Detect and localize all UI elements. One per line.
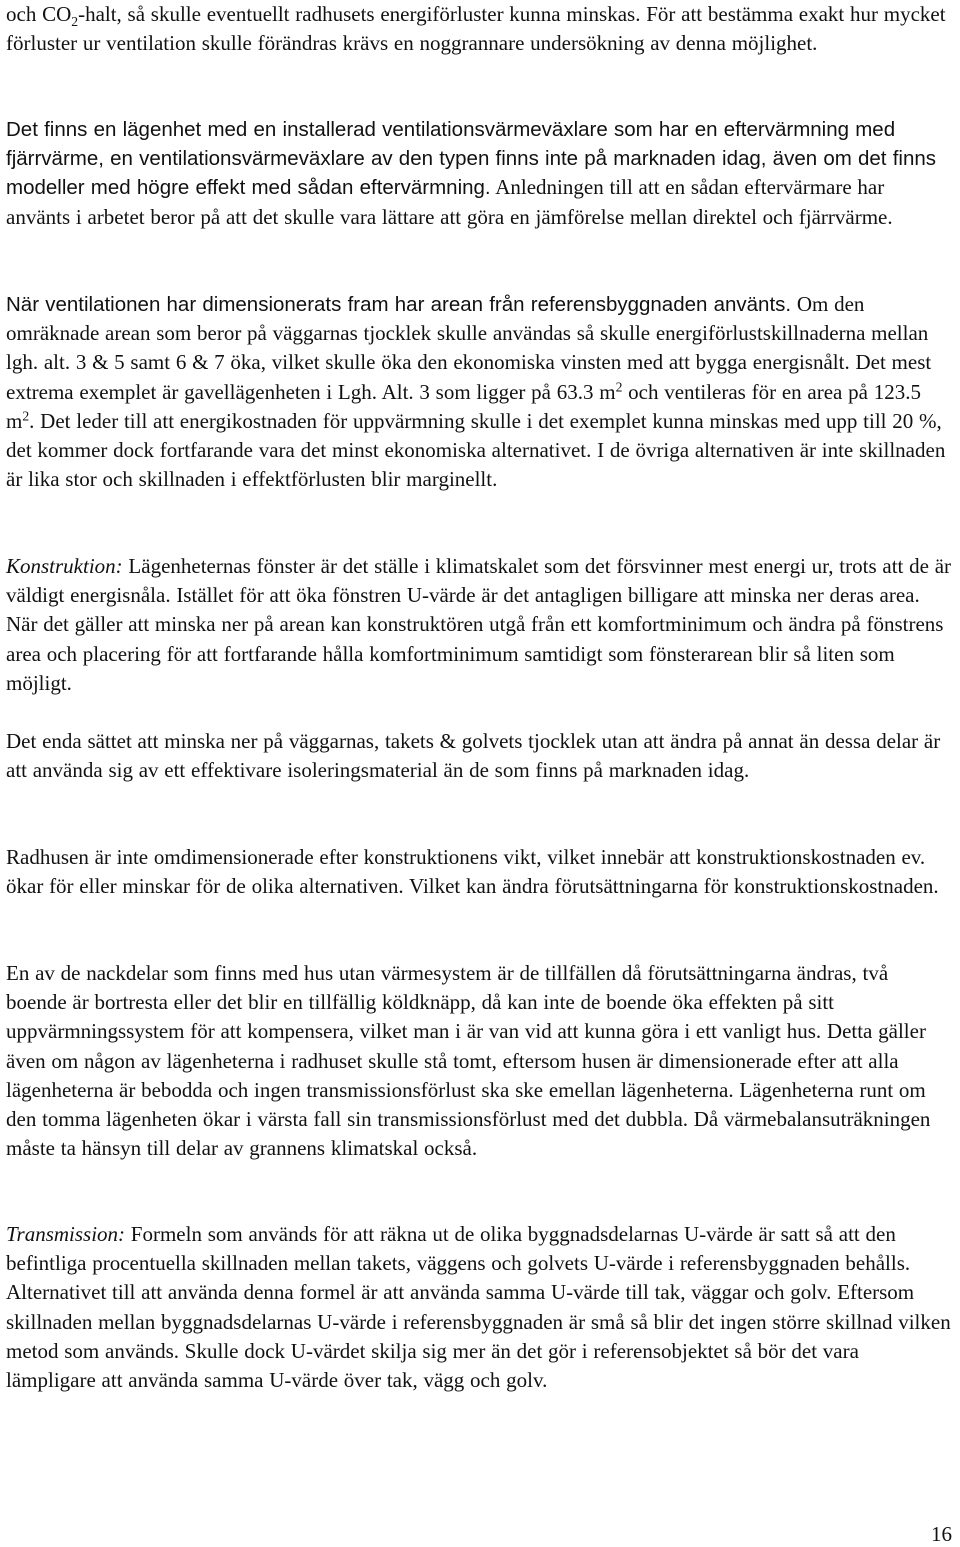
paragraph-transmission — [6, 1220, 954, 1395]
text-segment-sans: När ventilationen har dimensionerats fram har arean från referensbyggnaden använts. — [6, 293, 792, 316]
text-segment: Lägenheternas fönster är det ställe i klimatskalet som det försvinner mest energi ur, trots att de är väldigt energisnåla. Istället för att öka fönstren U-värde är det antagligen billigare att minska ner deras area. När det gäller att minska ner på arean kan konstruktören utgå från ett komfortminimum och ändra på fönstrens area och placering för att fortfarande hålla komfortminimum samtidigt som fönsterarean blir så liten som möjligt. — [6, 554, 952, 695]
text-segment: Om den omräknade arean som beror på väggarnas tjocklek skulle användas så skulle energiförlustskillnaderna mellan lgh. alt. — [6, 292, 929, 375]
paragraph-ventilation-co2 — [6, 0, 954, 58]
paragraph-konstruktion — [6, 552, 954, 698]
superscript-2: 2 — [615, 379, 623, 395]
paragraph-ventilation-heat-exchanger — [6, 115, 954, 232]
paragraph-construction-weight: Radhusen är inte omdimensionerade efter konstruktionens vikt, vilket innebär att konstruktionskostnaden ev. ökar för eller minskar för de olika alternativen. Vilket kan ändra förutsättningarna för konstruktionskostnaden. — [6, 845, 939, 899]
paragraph-wall-thickness: Det enda sättet att minska ner på väggarnas, takets & golvets tjocklek utan att ändra på annat än dessa delar är att använda sig av ett effektivare isoleringsmaterial än de som finns på marknaden idag. — [6, 729, 941, 783]
text-segment: Formeln som används för att räkna ut de olika byggnadsdelarnas U-värde är satt så att den befintliga procentuella skillnaden mellan takets, väggens och golvets U-värde i referensbyggnaden behålls. Alternativet till att använda denna formel är att använda samma U-värde till tak, väggar och golv. Eftersom skillnaden mellan byggnadsdelarnas U-värde i referensbyggnaden är små så blir det ingen större skillnad vilken metod som används. Skulle dock U-värdet skilja sig mer än det gör i referensobjektet så bör det vara lämpligare att använda samma U-värde över tak, vägg och golv. — [6, 1222, 951, 1393]
section-lead-transmission: Transmission: — [6, 1222, 126, 1246]
text-segment: och ventileras för en area på 123.5 m — [6, 379, 921, 433]
subscript-2: 2 — [71, 13, 79, 29]
page-number: 16 — [931, 1522, 952, 1546]
superscript-2: 2 — [22, 408, 30, 424]
text-segment: -halt, så skulle eventuellt radhusets energiförluster kunna minskas. För att bestämma exakt hur mycket förluster ur ventilation skulle förändras krävs en noggrannare undersökning av denna möjlighet. — [6, 2, 946, 56]
text-segment: . Det leder till att energikostnaden för uppvärmning skulle i det exemplet kunna minskas med upp till 20 %, det kommer dock fortfarande vara det minst ekonomiska alternativet. I de övriga alternativen är inte skillnaden är lika stor och skillnaden i effektförlusten blir marginellt. — [6, 408, 946, 492]
text-segment: Anledningen till att en sådan eftervärmare har använts i arbetet beror på att det skulle vara lättare att göra en jämförelse mellan direktel och fjärrvärme. — [6, 175, 893, 229]
text-segment-sans: Det finns en lägenhet med en installerad ventilationsvärmeväxlare som har en eftervärmning med fjärrvärme, en ventilationsvärmeväxlare av den typen finns inte på marknaden idag, även om det finns modeller med högre effekt med sådan eftervärmning. — [6, 118, 937, 200]
text-segment: 3 & 5 samt 6 & 7 öka, vilket skulle öka den ekonomiska vinsten med att bygga energisnålt. Det mest extrema exemplet är gavellägenheten i Lgh. Alt. 3 som ligger på 63.3 m — [6, 350, 932, 404]
section-lead-konstruktion: Konstruktion: — [6, 554, 123, 578]
text-segment: och CO — [6, 2, 72, 26]
paragraph-ventilation-area — [6, 290, 954, 494]
paragraph-heating-drawbacks: En av de nackdelar som finns med hus utan värmesystem är de tillfällen då förutsättningarna ändras, två boende är bortresta eller det blir en tillfällig köldknäpp, då kan inte de boende öka effekten på sitt uppvärmningssystem för att kompensera, vilket man i är van vid att kunna göra i ett vanligt hus. Detta gäller även om någon av lägenheterna i radhuset skulle stå tomt, eftersom husen är dimensionerade efter att alla lägenheterna är bebodda och ingen transmissionsförlust ska ske emellan lägenheterna. Lägenheterna runt om den tomma lägenheten ökar i värsta fall sin transmissionsförlust med det dubbla. Då värmebalansuträkningen måste ta hänsyn till delar av grannens klimatskal också. — [6, 961, 931, 1161]
